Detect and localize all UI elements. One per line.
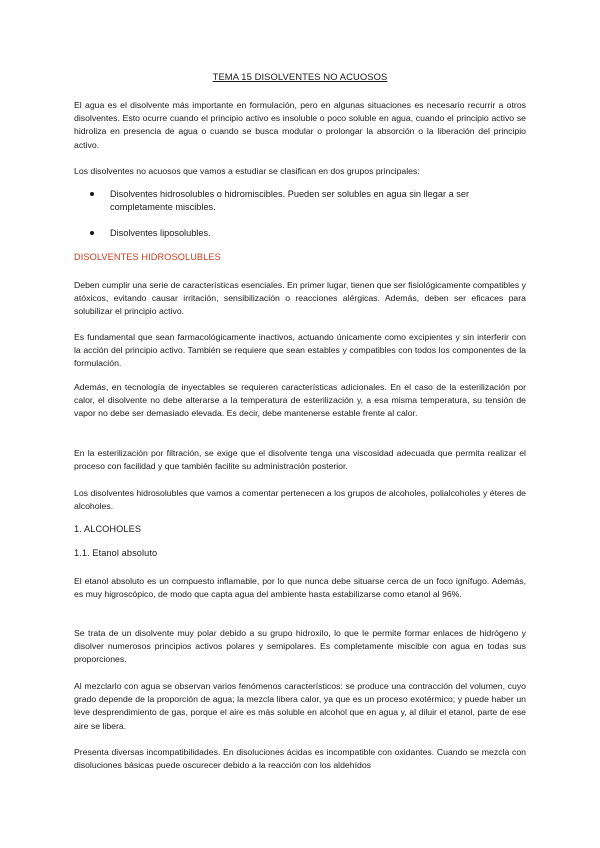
list-item: [74, 227, 526, 240]
paragraph: Además, en tecnología de inyectables se requieren características adicionales. En el caso de la esterilización por calor, el disolvente no debe alterarse a la temperatura de esterilización y, a esa misma temperatura, su tensión de vapor no debe ser demasiado elevada. Es decir, debe mantenerse estable frente al calor.: [74, 382, 526, 419]
heading-etanol: 1.1. Etanol absoluto: [74, 548, 158, 558]
bullet-icon: [90, 231, 94, 235]
heading-alcoholes: 1. ALCOHOLES: [74, 524, 142, 534]
list-item-text: Disolventes liposolubles.: [110, 228, 211, 238]
list-item: [74, 188, 526, 214]
bullet-icon: [90, 192, 94, 196]
classification-paragraph: Los disolventes no acuosos que vamos a estudiar se clasifican en dos grupos principales:: [74, 166, 420, 176]
groups-list: [74, 188, 526, 214]
paragraph: Los disolventes hidrosolubles que vamos a comentar pertenecen a los grupos de alcoholes, polialcoholes y éteres de alcoholes.: [74, 488, 526, 512]
section-heading-hidrosolubles: DISOLVENTES HIDROSOLUBLES: [74, 252, 221, 262]
paragraph: Al mezclarlo con agua se observan varios fenómenos característicos: se produce una contracción del volumen, cuyo grado depende de la proporción de agua; la mezcla libera calor, ya que es un proceso exotérmico; y puede haber un leve desprendimiento de gas, porque el aire es más soluble en alcohol que en agua y, al diluir el etanol, parte de ese aire se libera.: [74, 681, 526, 731]
intro-paragraph: El agua es el disolvente más importante en formulación, pero en algunas situaciones es necesario recurrir a otros disolventes. Esto ocurre cuando el principio activo es insoluble o poco soluble en agua, cuando el principio activo se hidroliza en presencia de agua o cuando se busca modular o prolongar la absorción o la liberación del principio activo.: [74, 100, 526, 150]
groups-list-2: [74, 227, 526, 240]
document-title: TEMA 15 DISOLVENTES NO ACUOSOS: [212, 71, 388, 82]
paragraph: Deben cumplir una serie de características esenciales. En primer lugar, tienen que ser fisiológicamente compatibles y atóxicos, evitando causar irritación, sensibilización o reacciones alérgicas. Además, deben ser eficaces para solubilizar el principio activo.: [74, 280, 526, 317]
paragraph: Se trata de un disolvente muy polar debido a su grupo hidroxilo, lo que le permite formar enlaces de hidrógeno y disolver numerosos principios activos polares y semipolares. Es completamente miscible con agua en todas sus proporciones.: [74, 628, 526, 665]
paragraph: Es fundamental que sean farmacológicamente inactivos, actuando únicamente como excipientes y sin interferir con la acción del principio activo. También se requiere que sean estables y compatibles con todos los componentes de la formulación.: [74, 332, 526, 369]
paragraph: El etanol absoluto es un compuesto inflamable, por lo que nunca debe situarse cerca de un foco ignífugo. Además, es muy higroscópico, de modo que capta agua del ambiente hasta estabilizarse como etanol al 96%.: [74, 576, 526, 600]
paragraph: Presenta diversas incompatibilidades. En disoluciones ácidas es incompatible con oxidantes. Cuando se mezcla con disoluciones básicas puede oscurecer debido a la reacción con los aldehídos: [74, 747, 526, 771]
list-item-text: Disolventes hidrosolubles o hidromiscibles. Pueden ser solubles en agua sin llegar a ser completamente miscibles.: [110, 189, 470, 213]
paragraph: En la esterilización por filtración, se exige que el disolvente tenga una viscosidad adecuada que permita realizar el proceso con facilidad y que también facilite su administración posterior.: [74, 448, 526, 472]
